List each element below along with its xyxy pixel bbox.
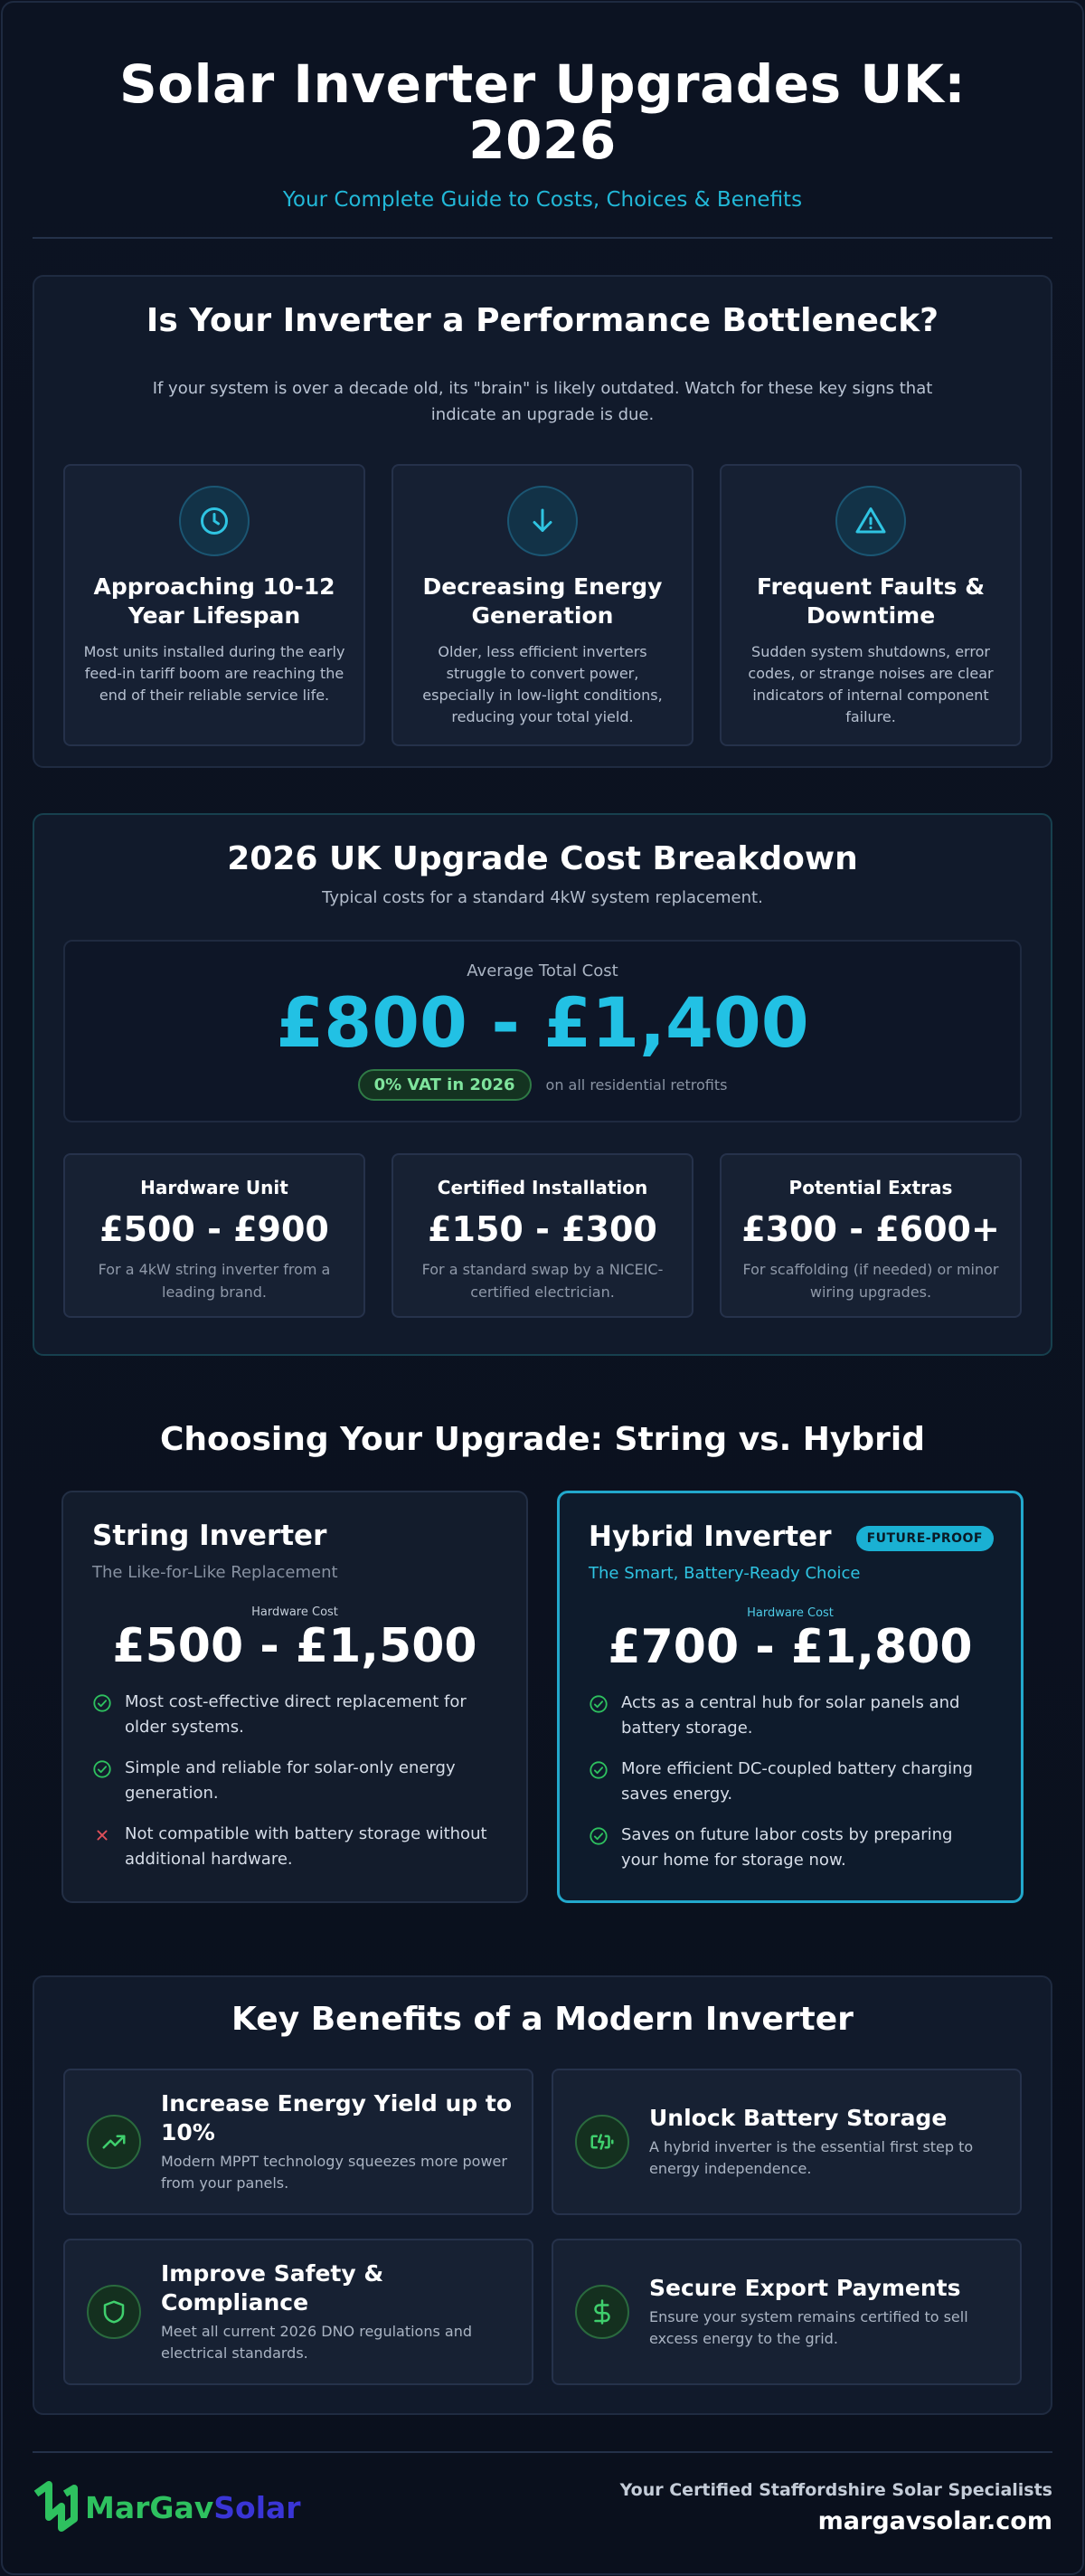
comparison-title: Choosing Your Upgrade: String vs. Hybrid [159, 1421, 926, 1458]
sign-title: Approaching 10-12 Year Lifespan [93, 573, 335, 629]
check-circle-icon [589, 1760, 609, 1807]
hardware-cost-label: Hardware Cost [747, 1606, 834, 1620]
cost-card-value: £150 - £300 [428, 1209, 657, 1249]
average-cost-label: Average Total Cost [467, 961, 618, 980]
cost-card-title: Hardware Unit [140, 1177, 288, 1198]
feature-text: Acts as a central hub for solar panels and battery storage. [621, 1693, 960, 1738]
warning-triangle-icon [835, 486, 906, 556]
cost-card-hardware [63, 1153, 365, 1318]
feature-text: More efficient DC-coupled battery charging saves energy. [621, 1759, 973, 1804]
check-circle-icon [589, 1826, 609, 1873]
clock-icon [179, 486, 250, 556]
hardware-cost-value: £500 - £1,500 [112, 1619, 477, 1673]
feature-item [589, 1757, 992, 1807]
feature-text: Not compatible with battery storage without additional hardware. [125, 1824, 487, 1869]
sign-text: Sudden system shutdowns, error codes, or strange noises are clear indicators of internal component failure. [748, 643, 994, 725]
benefit-title: Improve Safety & Compliance [161, 2260, 384, 2316]
feature-item [589, 1823, 992, 1873]
benefit-title: Secure Export Payments [649, 2275, 961, 2301]
feature-text: Simple and reliable for solar-only energy generation. [125, 1758, 456, 1803]
footer-website-link[interactable]: margavsolar.com [817, 2507, 1052, 2535]
logo-text-solar: Solar [213, 2490, 301, 2525]
cost-card-title: Certified Installation [437, 1177, 648, 1198]
bottleneck-intro: If your system is over a decade old, its "brain" is likely outdated. Watch for these key signs that indicate an upgrade is due. [152, 379, 933, 424]
cost-card-value: £300 - £600+ [741, 1209, 1000, 1249]
feature-text: Saves on future labor costs by preparing your home for storage now. [621, 1825, 953, 1870]
footer [33, 2480, 1052, 2535]
benefit-text: Ensure your system remains certified to sell excess energy to the grid. [649, 2308, 968, 2347]
shield-icon [87, 2285, 141, 2339]
cost-title: 2026 UK Upgrade Cost Breakdown [227, 840, 858, 877]
page-subtitle: Your Complete Guide to Costs, Choices & Benefits [282, 188, 803, 212]
cost-card-extras [720, 1153, 1022, 1318]
check-circle-icon [92, 1759, 112, 1806]
sign-title: Decreasing Energy Generation [422, 573, 663, 629]
sign-title: Frequent Faults & Downtime [756, 573, 986, 629]
margav-logo[interactable] [33, 2481, 301, 2535]
page [33, 0, 1052, 2535]
sign-text: Older, less efficient inverters struggle to convert power, especially in low-light conditions, reducing your total yield. [422, 643, 663, 725]
benefit-title: Unlock Battery Storage [649, 2105, 948, 2131]
hardware-cost-label: Hardware Cost [251, 1605, 338, 1619]
header [33, 0, 1052, 212]
cost-card-note: For a standard swap by a NICEIC-certified electrician. [421, 1261, 664, 1301]
option-tagline: The Smart, Battery-Ready Choice [589, 1564, 861, 1583]
cost-card-note: For scaffolding (if needed) or minor wiring upgrades. [742, 1261, 999, 1301]
feature-item [92, 1690, 497, 1740]
feature-item [92, 1822, 497, 1872]
header-divider [33, 237, 1052, 239]
average-cost-panel [63, 940, 1022, 1122]
hybrid-inverter-card [557, 1491, 1024, 1903]
benefits-title: Key Benefits of a Modern Inverter [231, 2001, 854, 2038]
option-name: Hybrid Inverter [589, 1520, 832, 1553]
benefit-text: A hybrid inverter is the essential first step to energy independence. [649, 2138, 974, 2177]
logo-text-margav: MarGav [85, 2490, 214, 2525]
hardware-cost-value: £700 - £1,800 [608, 1620, 973, 1674]
benefits-section [33, 1975, 1052, 2415]
vat-note: on all residential retrofits [545, 1076, 728, 1094]
cost-card-title: Potential Extras [788, 1177, 953, 1198]
feature-item [589, 1690, 992, 1741]
benefit-text: Modern MPPT technology squeezes more power from your panels. [161, 2153, 507, 2192]
sign-card-lifespan [63, 464, 365, 746]
option-tagline: The Like-for-Like Replacement [92, 1563, 338, 1582]
average-cost-value: £800 - £1,400 [276, 982, 809, 1063]
benefit-card-battery [552, 2069, 1022, 2215]
vat-badge: 0% VAT in 2026 [358, 1069, 532, 1101]
benefit-card-safety [63, 2239, 533, 2385]
benefit-card-export [552, 2239, 1022, 2385]
string-inverter-card [61, 1491, 528, 1903]
feature-text: Most cost-effective direct replacement for older systems. [125, 1692, 467, 1737]
page-title: Solar Inverter Upgrades UK: 2026 [118, 53, 967, 171]
cost-card-note: For a 4kW string inverter from a leading brand. [98, 1261, 331, 1301]
feature-item [92, 1756, 497, 1806]
bottleneck-title: Is Your Inverter a Performance Bottleneck? [146, 302, 939, 339]
check-circle-icon [92, 1693, 112, 1740]
arrow-down-icon [507, 486, 578, 556]
logo-mark-icon [33, 2481, 81, 2535]
check-circle-icon [589, 1694, 609, 1741]
cost-subtitle: Typical costs for a standard 4kW system replacement. [322, 888, 763, 907]
footer-tagline: Your Certified Staffordshire Solar Specialists [619, 2480, 1052, 2500]
benefit-card-yield [63, 2069, 533, 2215]
trending-up-icon [87, 2115, 141, 2169]
sign-card-faults [720, 464, 1022, 746]
cost-breakdown-section [33, 813, 1052, 1356]
future-proof-badge: FUTURE-PROOF [856, 1526, 994, 1551]
benefit-title: Increase Energy Yield up to 10% [161, 2090, 512, 2145]
footer-divider [33, 2451, 1052, 2453]
option-name: String Inverter [92, 1520, 327, 1552]
benefit-text: Meet all current 2026 DNO regulations and electrical standards. [161, 2323, 472, 2362]
dollar-icon [575, 2285, 629, 2339]
battery-charging-icon [575, 2115, 629, 2169]
feature-list [589, 1690, 992, 1873]
sign-text: Most units installed during the early feed-in tariff boom are reaching the end of their reliable service life. [83, 643, 345, 704]
cost-card-value: £500 - £900 [99, 1209, 329, 1249]
cost-card-installation [392, 1153, 693, 1318]
bottleneck-section [33, 275, 1052, 768]
feature-list [92, 1690, 497, 1872]
comparison-section [33, 1421, 1052, 1903]
cross-icon [92, 1825, 112, 1872]
sign-card-generation [392, 464, 693, 746]
